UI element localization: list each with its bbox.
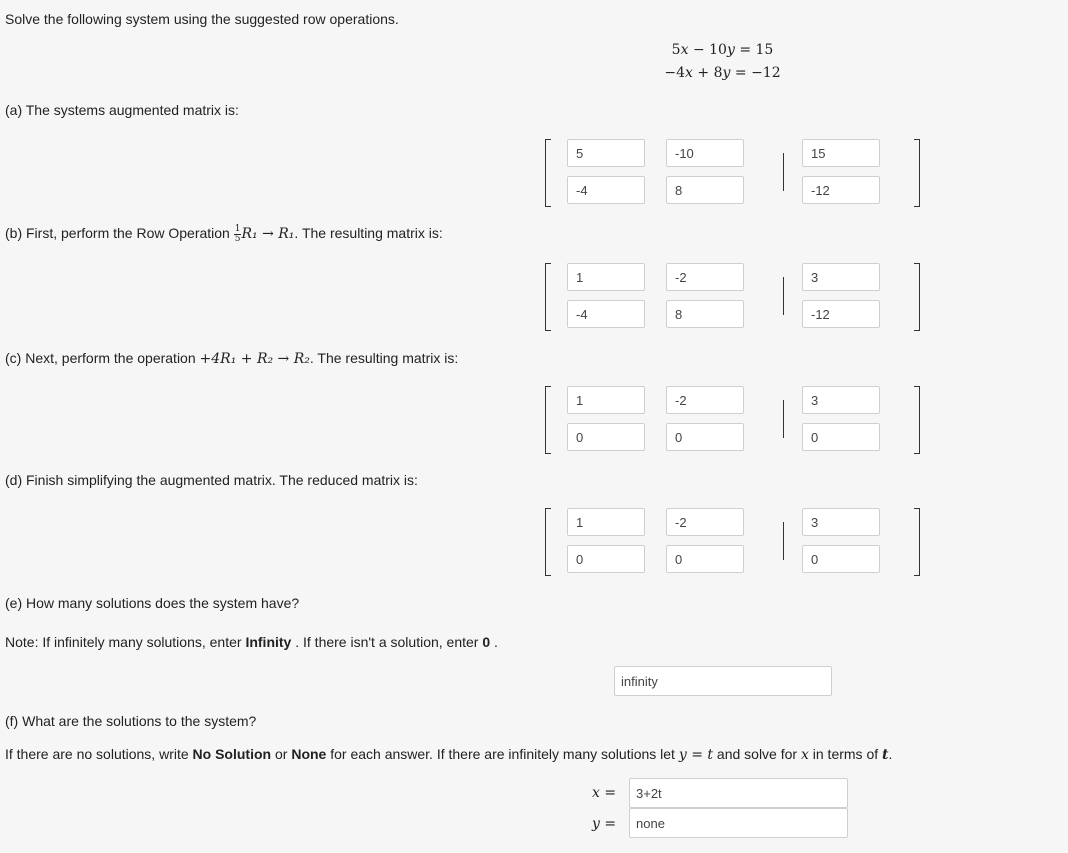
left-bracket bbox=[545, 139, 551, 207]
part-f-instructions: If there are no solutions, write No Solution or None for each answer. If there are infinitely many solutions let y = t and solve for x in terms of t. bbox=[5, 746, 893, 763]
fraction-one-fifth: $\frac{1}{5}$ bbox=[234, 224, 241, 244]
matrix-c-r1c1[interactable] bbox=[567, 386, 645, 414]
matrix-c-r2c2[interactable] bbox=[666, 423, 744, 451]
matrix-a-r2c1[interactable] bbox=[567, 176, 645, 204]
augment-bar bbox=[783, 277, 784, 315]
y-label: y = bbox=[592, 816, 617, 832]
matrix-d-r2c3[interactable] bbox=[802, 545, 880, 573]
matrix-d-r1c3[interactable] bbox=[802, 508, 880, 536]
matrix-b-r2c1[interactable] bbox=[567, 300, 645, 328]
matrix-a-r1c2[interactable] bbox=[666, 139, 744, 167]
matrix-a-r2c3[interactable] bbox=[802, 176, 880, 204]
matrix-c-r1c2[interactable] bbox=[666, 386, 744, 414]
x-solution-input[interactable] bbox=[629, 778, 848, 808]
x-label: x = bbox=[592, 785, 617, 801]
right-bracket bbox=[914, 139, 920, 207]
equation-1: 5x − 10y = 15 bbox=[671, 42, 774, 58]
matrix-a-r1c1[interactable] bbox=[567, 139, 645, 167]
part-e-note: Note: If infinitely many solutions, enter Infinity . If there isn't a solution, enter 0 . bbox=[5, 634, 498, 650]
left-bracket bbox=[545, 263, 551, 331]
matrix-b-r1c2[interactable] bbox=[666, 263, 744, 291]
augment-bar bbox=[783, 400, 784, 438]
solution-count-input[interactable] bbox=[614, 666, 832, 696]
matrix-b-r1c1[interactable] bbox=[567, 263, 645, 291]
matrix-a-r1c3[interactable] bbox=[802, 139, 880, 167]
intro-text: Solve the following system using the suggested row operations. bbox=[5, 11, 399, 27]
matrix-d-r1c2[interactable] bbox=[666, 508, 744, 536]
augment-bar bbox=[783, 153, 784, 191]
part-d-label: (d) Finish simplifying the augmented matrix. The reduced matrix is: bbox=[5, 472, 418, 488]
part-a-label: (a) The systems augmented matrix is: bbox=[5, 102, 239, 118]
matrix-b-r2c3[interactable] bbox=[802, 300, 880, 328]
part-b-label: (b) First, perform the Row Operation $\frac{1}{5}$ R₁ → R₁. The resulting matrix is: bbox=[5, 224, 443, 244]
matrix-c-r2c3[interactable] bbox=[802, 423, 880, 451]
matrix-c-r1c3[interactable] bbox=[802, 386, 880, 414]
matrix-a-r2c2[interactable] bbox=[666, 176, 744, 204]
equation-2: −4x + 8y = −12 bbox=[664, 65, 781, 81]
left-bracket bbox=[545, 508, 551, 576]
matrix-d-r2c1[interactable] bbox=[567, 545, 645, 573]
right-bracket bbox=[914, 386, 920, 454]
left-bracket bbox=[545, 386, 551, 454]
y-solution-input[interactable] bbox=[629, 808, 848, 838]
right-bracket bbox=[914, 263, 920, 331]
matrix-d-r2c2[interactable] bbox=[666, 545, 744, 573]
part-c-label: (c) Next, perform the operation +4R₁ + R₂ → R₂. The resulting matrix is: bbox=[5, 350, 459, 367]
part-e-question: (e) How many solutions does the system have? bbox=[5, 595, 300, 611]
right-bracket bbox=[914, 508, 920, 576]
matrix-b-r1c3[interactable] bbox=[802, 263, 880, 291]
matrix-d-r1c1[interactable] bbox=[567, 508, 645, 536]
part-f-question: (f) What are the solutions to the system? bbox=[5, 713, 257, 729]
matrix-c-r2c1[interactable] bbox=[567, 423, 645, 451]
augment-bar bbox=[783, 522, 784, 560]
matrix-b-r2c2[interactable] bbox=[666, 300, 744, 328]
